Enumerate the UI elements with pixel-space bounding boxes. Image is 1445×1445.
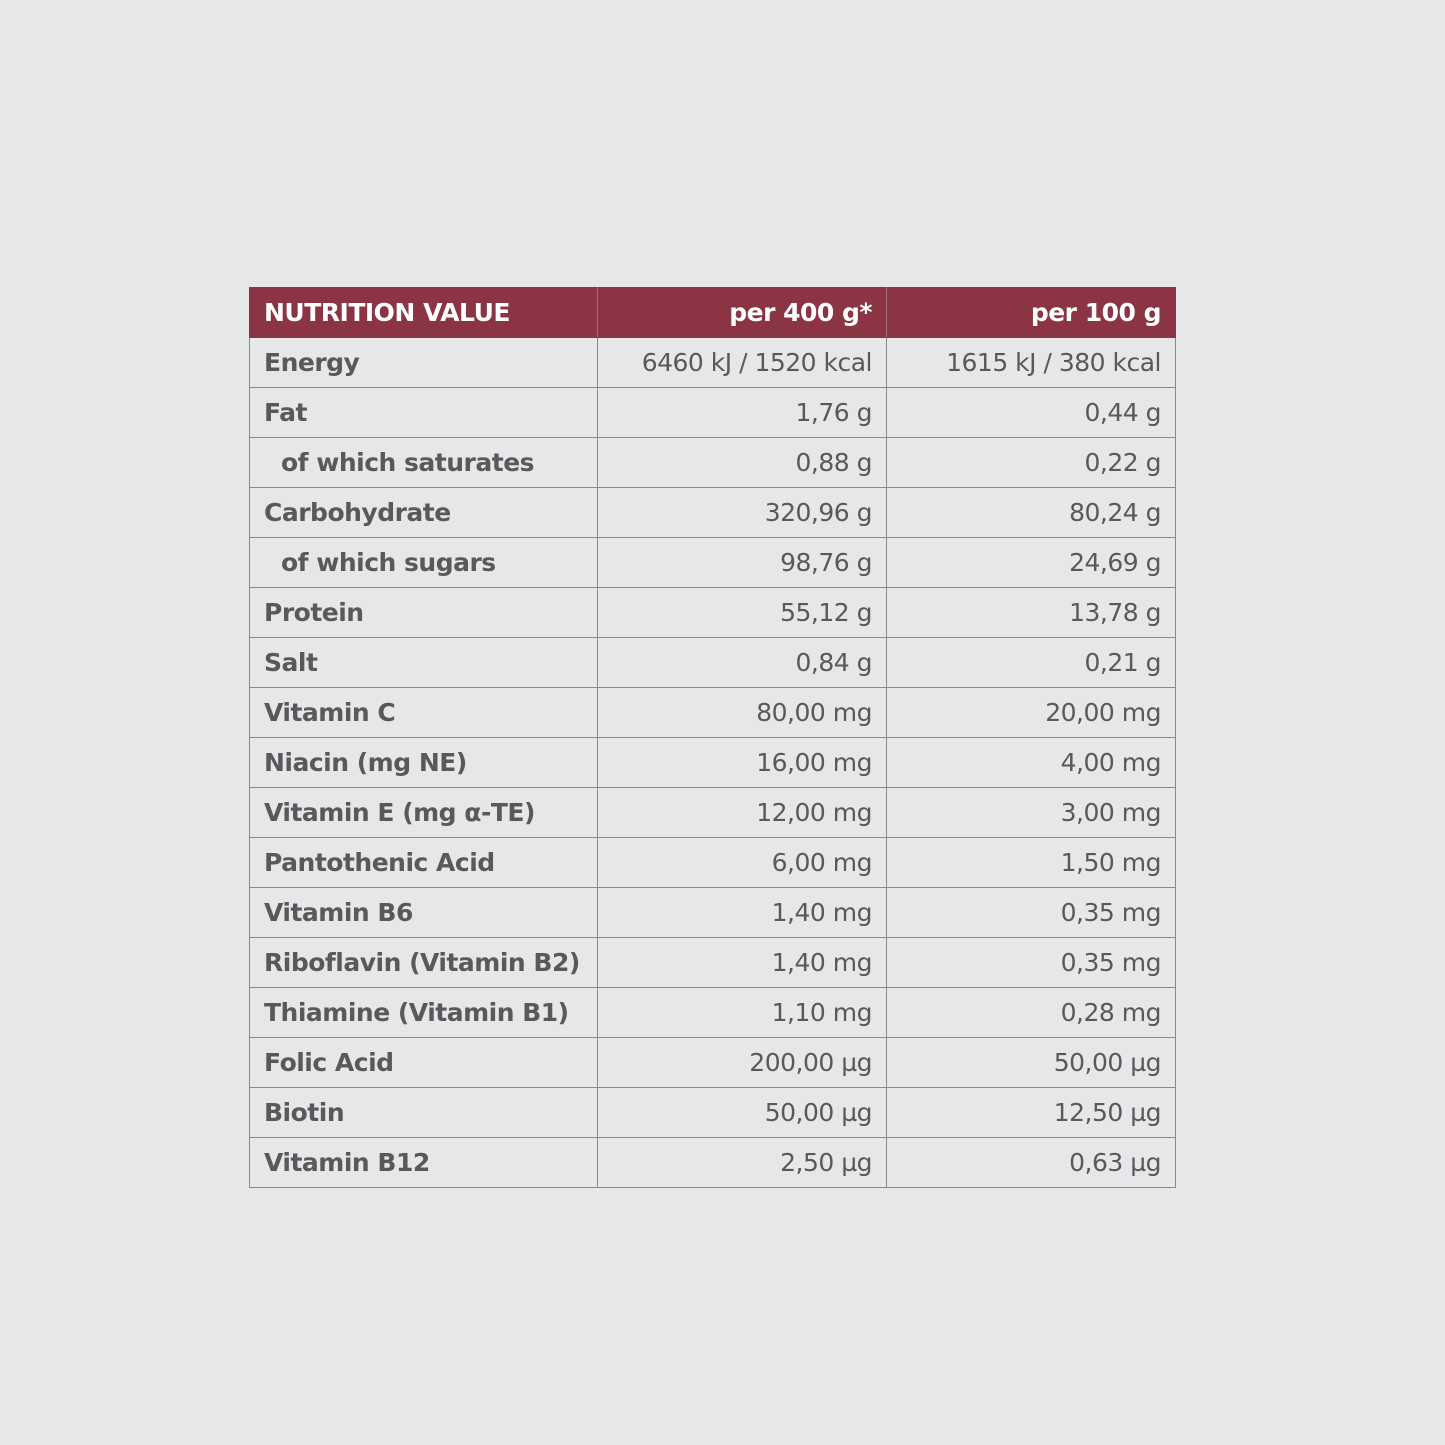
table-row [250,338,1176,388]
nutrient-name: Biotin [250,1088,598,1138]
table-row [250,588,1176,638]
table-row [250,888,1176,938]
nutrient-name: Carbohydrate [250,488,598,538]
value-per-400g: 6460 kJ / 1520 kcal [598,338,887,388]
value-per-400g: 0,88 g [598,438,887,488]
nutrient-name: Pantothenic Acid [250,838,598,888]
value-per-100g: 80,24 g [887,488,1176,538]
value-per-100g: 4,00 mg [887,738,1176,788]
value-per-100g: 50,00 µg [887,1038,1176,1088]
nutrient-name: Niacin (mg NE) [250,738,598,788]
table-header [250,288,1176,338]
value-per-100g: 13,78 g [887,588,1176,638]
table-row [250,638,1176,688]
value-per-400g: 55,12 g [598,588,887,638]
table-row [250,988,1176,1038]
table-row [250,738,1176,788]
table-row [250,1138,1176,1188]
value-per-100g: 0,28 mg [887,988,1176,1038]
value-per-100g: 24,69 g [887,538,1176,588]
nutrient-name: Protein [250,588,598,638]
header-per-100g: per 100 g [887,288,1176,338]
header-per-400g: per 400 g* [598,288,887,338]
table-row [250,688,1176,738]
value-per-100g: 20,00 mg [887,688,1176,738]
value-per-400g: 80,00 mg [598,688,887,738]
value-per-100g: 3,00 mg [887,788,1176,838]
value-per-400g: 1,40 mg [598,888,887,938]
nutrient-name: of which sugars [250,538,598,588]
table-body [250,338,1176,1188]
value-per-100g: 0,35 mg [887,888,1176,938]
nutrient-name: Vitamin B6 [250,888,598,938]
table-row [250,938,1176,988]
table-row [250,538,1176,588]
nutrient-name: Riboflavin (Vitamin B2) [250,938,598,988]
value-per-100g: 1615 kJ / 380 kcal [887,338,1176,388]
value-per-400g: 320,96 g [598,488,887,538]
nutrient-name: Fat [250,388,598,438]
value-per-400g: 98,76 g [598,538,887,588]
value-per-400g: 2,50 µg [598,1138,887,1188]
value-per-100g: 0,44 g [887,388,1176,438]
value-per-100g: 0,22 g [887,438,1176,488]
value-per-400g: 6,00 mg [598,838,887,888]
table-row [250,388,1176,438]
nutrient-name: Folic Acid [250,1038,598,1088]
value-per-400g: 12,00 mg [598,788,887,838]
table-row [250,788,1176,838]
table-row [250,838,1176,888]
nutrition-table [249,287,1176,1188]
header-nutrition-value: NUTRITION VALUE [250,288,598,338]
nutrient-name: Energy [250,338,598,388]
value-per-400g: 200,00 µg [598,1038,887,1088]
value-per-100g: 0,21 g [887,638,1176,688]
nutrient-name: Salt [250,638,598,688]
nutrient-name: Vitamin E (mg α-TE) [250,788,598,838]
nutrient-name: of which saturates [250,438,598,488]
value-per-100g: 12,50 µg [887,1088,1176,1138]
nutrient-name: Vitamin C [250,688,598,738]
table-row [250,1038,1176,1088]
value-per-400g: 0,84 g [598,638,887,688]
value-per-100g: 0,35 mg [887,938,1176,988]
value-per-100g: 0,63 µg [887,1138,1176,1188]
table-row [250,438,1176,488]
header-row [250,288,1176,338]
value-per-400g: 16,00 mg [598,738,887,788]
nutrient-name: Thiamine (Vitamin B1) [250,988,598,1038]
value-per-400g: 1,40 mg [598,938,887,988]
value-per-400g: 50,00 µg [598,1088,887,1138]
table-row [250,1088,1176,1138]
value-per-400g: 1,10 mg [598,988,887,1038]
value-per-400g: 1,76 g [598,388,887,438]
table-row [250,488,1176,538]
value-per-100g: 1,50 mg [887,838,1176,888]
nutrient-name: Vitamin B12 [250,1138,598,1188]
